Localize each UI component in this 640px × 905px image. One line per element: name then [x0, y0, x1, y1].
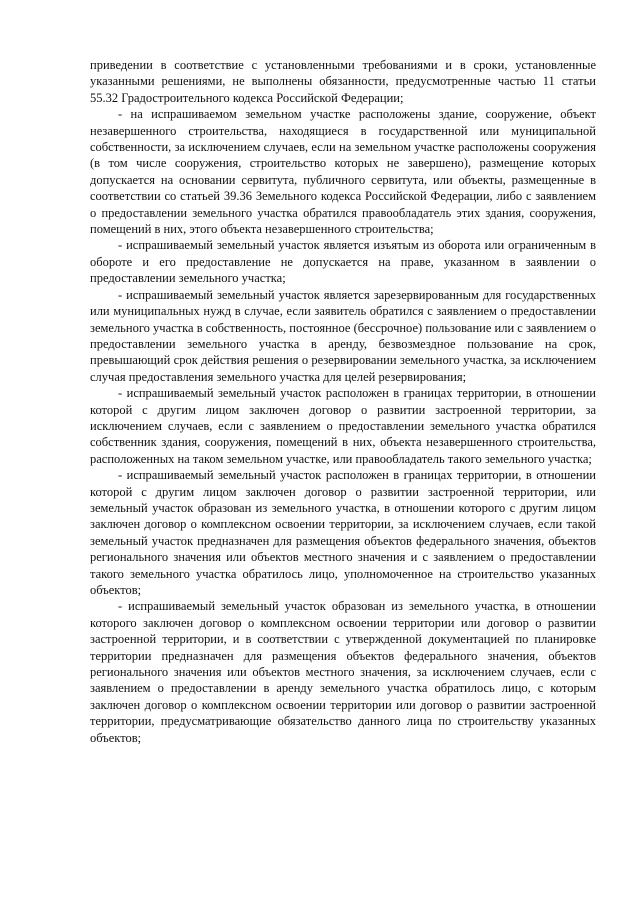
list-item-reserved-plot: - испрашиваемый земельный участок является зарезервированным для государственных или муниципальных нужд в случае, если заявитель обратился с заявлением о предоставлении земельного участка в собственность, постоянное (бессрочное) пользование или с заявлением о предоставлении земельного участка в аренду, безвозмездное пользование на срок, превышающий срок действия решения о резервировании земельного участка, за исключением случая предоставления земельного участка для целей резервирования;	[90, 287, 596, 384]
list-item-integrated-development: - испрашиваемый земельный участок расположен в границах территории, в отношении которой с другим лицом заключен договор о развитии застроенной территории, или земельный участок образован из земельного участка, в отношении которого с другим лицом заключен договор о комплексном освоении территории, за исключением случаев, если такой земельный участок предназначен для размещения объектов федерального значения, объектов регионального значения или объектов местного значения и с заявлением о предоставлении такого земельного участка обратилось лицо, уполномоченное на строительство указанных объектов;	[90, 468, 596, 597]
document-page	[90, 57, 596, 746]
list-item-restricted-circulation: - испрашиваемый земельный участок является изъятым из оборота или ограниченным в обороте и его предоставление не допускается на праве, указанном в заявлении о предоставлении земельного участка;	[90, 238, 596, 286]
list-item-buildings-on-plot: - на испрашиваемом земельном участке расположены здание, сооружение, объект незавершенного строительства, находящиеся в государственной или муниципальной собственности, за исключением случаев, если на земельном участке расположены сооружения (в том числе сооружения, строительство которых не завершено), размещение которых допускается на основании сервитута, публичного сервитута, или объекты, размещенные в соответствии со статьей 39.36 Земельного кодекса Российской Федерации, либо с заявлением о предоставлении земельного участка обратился правообладатель этих здания, сооружения, помещений в них, этого объекта незавершенного строительства;	[90, 107, 596, 237]
list-item-development-agreement: - испрашиваемый земельный участок расположен в границах территории, в отношении которой с другим лицом заключен договор о развитии застроенной территории, за исключением случаев, если с заявлением о предоставлении земельного участка обратился собственник здания, сооружения, помещений в них, объекта незавершенного строительства, расположенных на таком земельном участке, или правообладатель такого земельного участка;	[90, 386, 596, 466]
paragraph-continuation: приведении в соответствие с установленными требованиями и в сроки, установленные указанными решениями, не выполнены обязанности, предусмотренные частью 11 статьи 55.32 Градостроительного кодекса Российской Федерации;	[90, 58, 596, 105]
list-item-planned-objects: - испрашиваемый земельный участок образован из земельного участка, в отношении которого заключен договор о комплексном освоении территории или договор о развитии застроенной территории, и в соответствии с утвержденной документацией по планировке территории предназначен для размещения объектов федерального значения, объектов регионального значения или объектов местного значения, за исключением случаев, если с заявлением о предоставлении в аренду земельного участка обратилось лицо, с которым заключен договор о комплексном освоении территории или договор о развитии застроенной территории, предусматривающие обязательство данного лица по строительству указанных объектов;	[90, 599, 596, 745]
